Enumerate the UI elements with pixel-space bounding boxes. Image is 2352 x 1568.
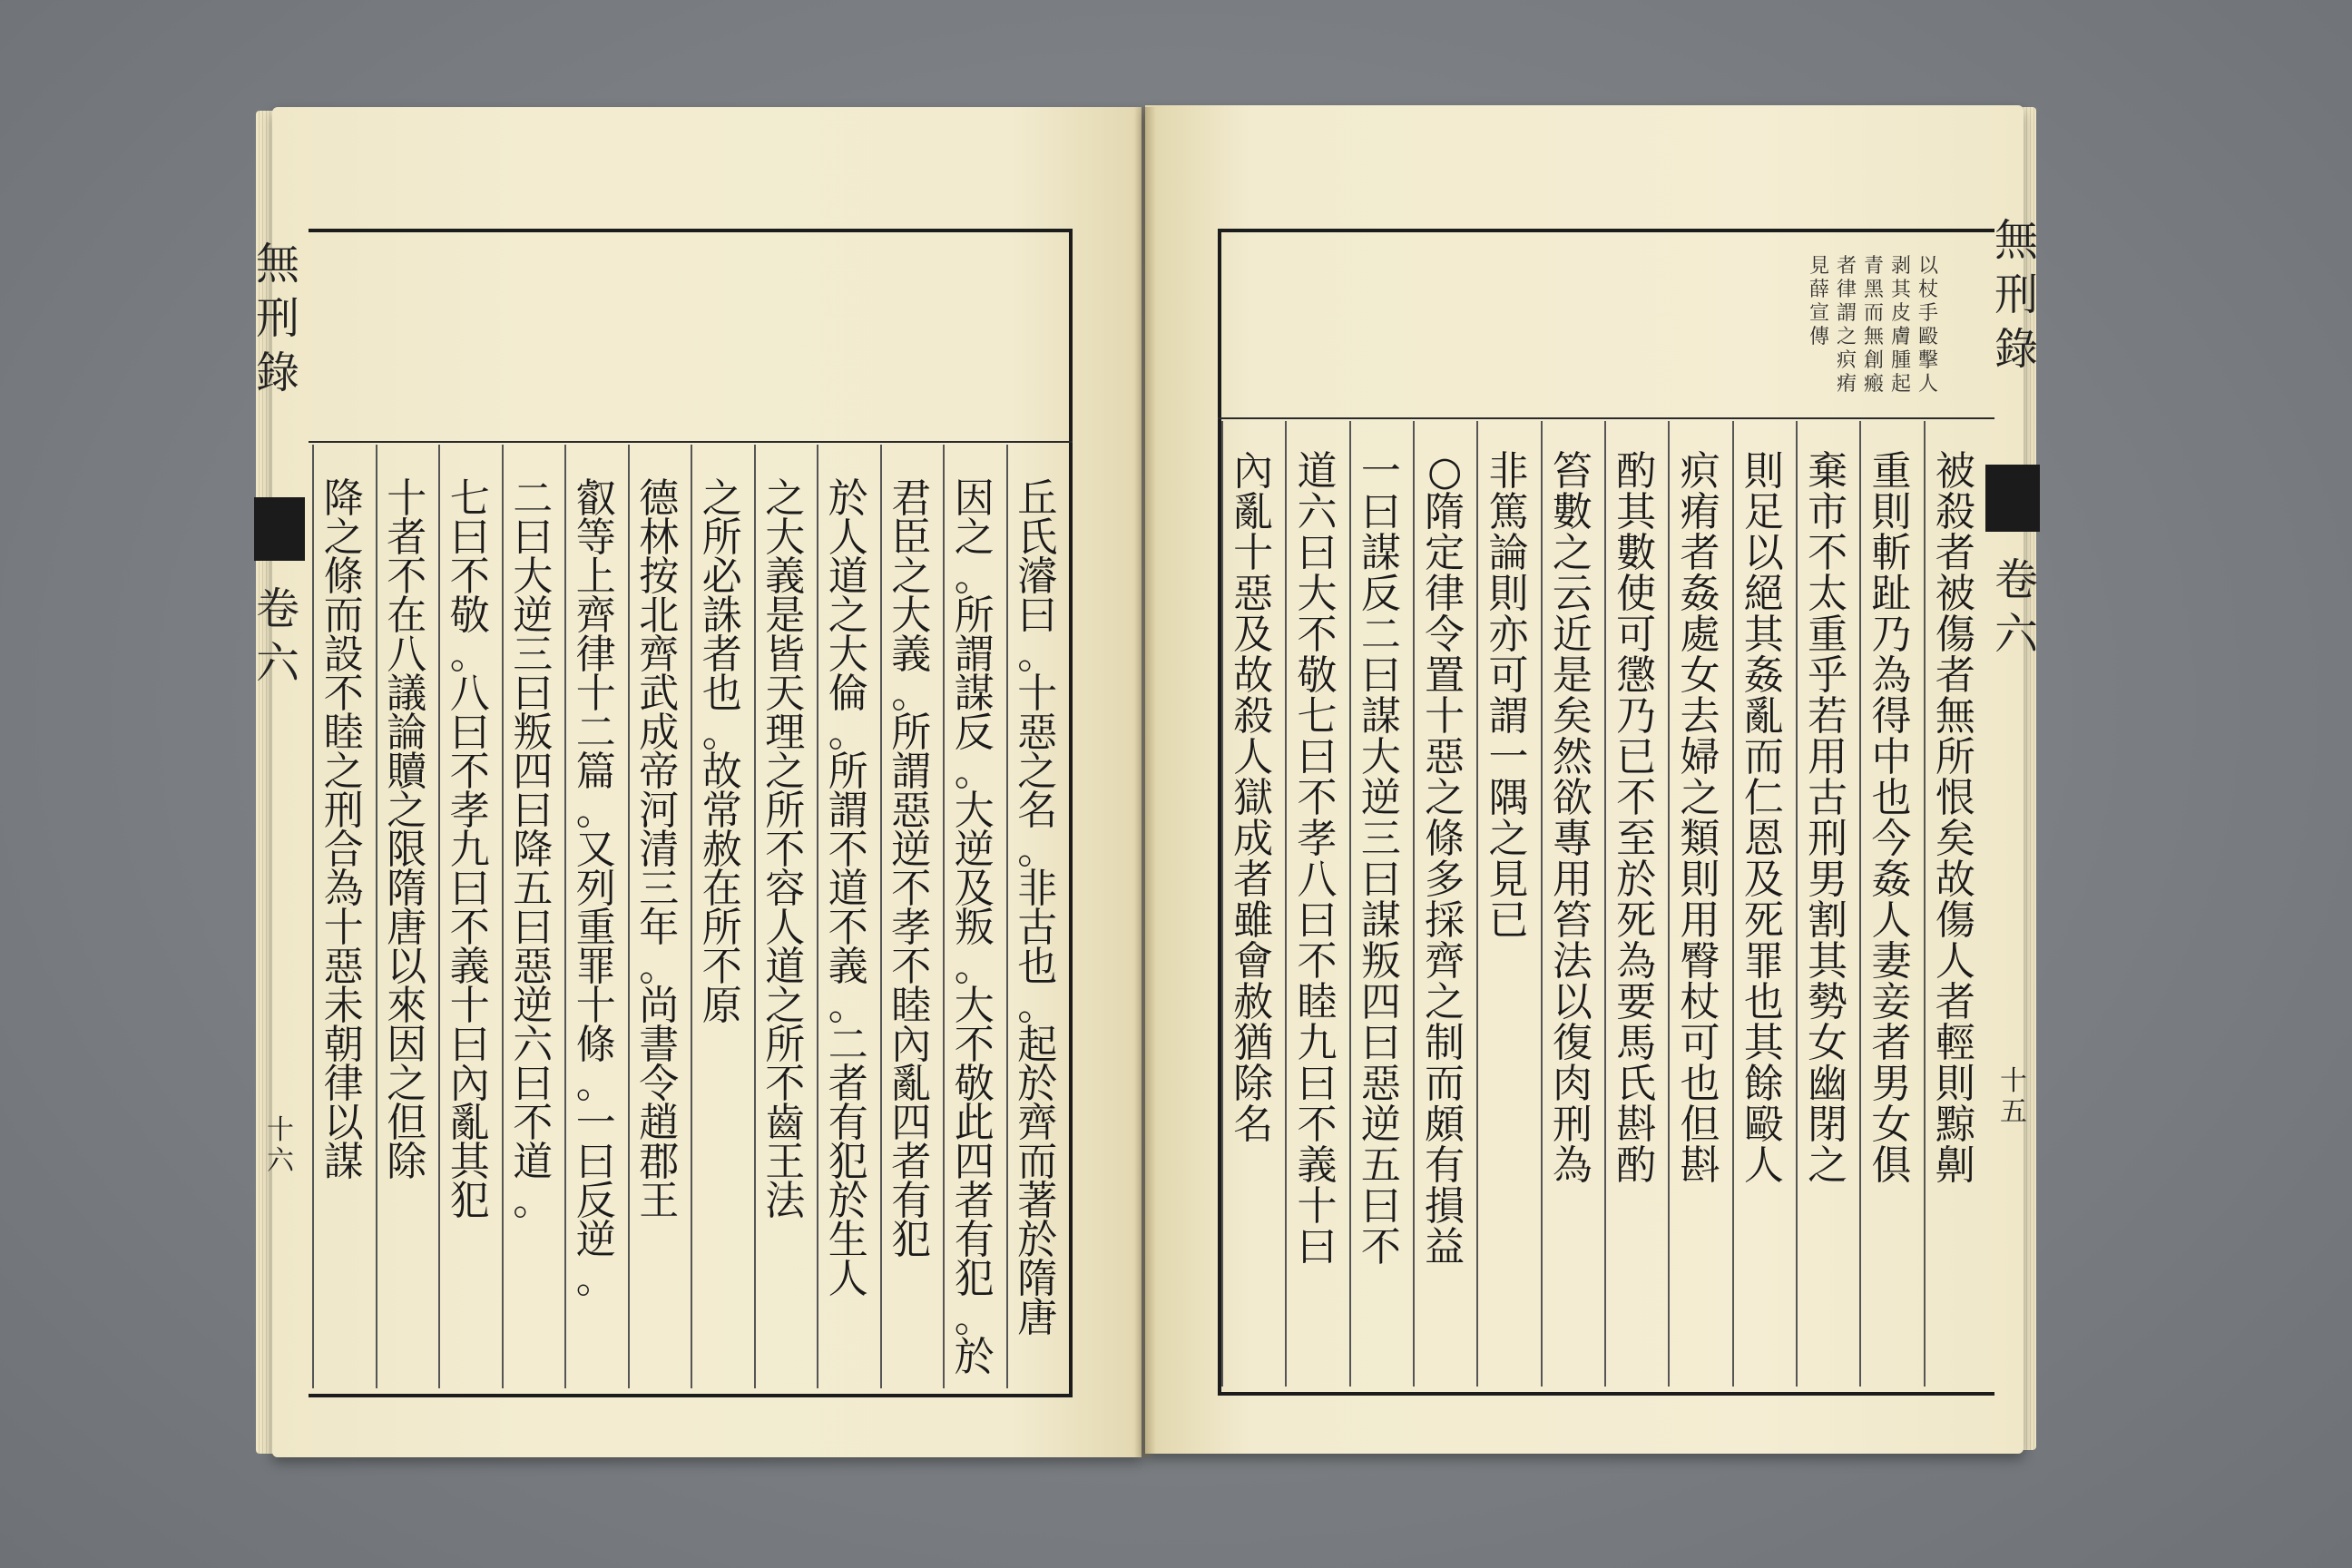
text-column: 叡 等 上 齊 律 十 二 篇 。 又 列 重 罪 十 條 。 一 曰 反 逆 。: [575, 475, 616, 1302]
text-column: 之 大 義 是 皆 天 理 之 所 不 容 人 道 之 所 不 齒 王 法: [765, 475, 806, 1224]
text-column: 內 亂 十 惡 及 故 殺 人 獄 成 者 雖 會 赦 猶 除 名: [1233, 448, 1274, 1148]
text-column: 十 者 不 在 八 議 論 贖 之 限 隋 唐 以 來 因 之 但 除: [387, 475, 427, 1185]
right-volume-label: 卷 六: [1994, 554, 2039, 660]
text-column: 被 殺 者 被 傷 者 無 所 恨 矣 故 傷 人 者 輕 則 黥 劓: [1935, 448, 1975, 1189]
annotation-column: 者 律 謂 之 疻 痏: [1836, 255, 1857, 396]
text-column: 非 篤 論 則 亦 可 謂 一 隅 之 見 已: [1488, 448, 1529, 944]
book-gutter: [1134, 107, 1156, 1457]
text-column: 因 之 。 所 謂 謀 反 。 大 逆 及 叛 。 大 不 敬 此 四 者 有 犯 。 於: [954, 475, 995, 1380]
text-column: 疻 痏 者 姦 處 女 去 婦 之 類 則 用 臀 杖 可 也 但 斟: [1680, 448, 1720, 1189]
left-volume-label: 卷 六: [256, 583, 300, 689]
annotation-column: 剥 其 皮 膚 腫 起: [1890, 255, 1911, 396]
text-column: 君 臣 之 大 義 。 所 謂 惡 逆 不 孝 不 睦 內 亂 四 者 有 犯: [891, 475, 932, 1263]
text-column: 德 林 按 北 齊 武 成 帝 河 清 三 年 。 尚 書 令 趙 郡 王: [639, 475, 680, 1224]
right-folio-number: 十 五: [2000, 1065, 2027, 1128]
annotation-column: 青 黑 而 無 創 瘢: [1863, 255, 1884, 396]
text-column: 一 曰 謀 反 二 曰 謀 大 逆 三 曰 謀 叛 四 曰 惡 逆 五 曰 不: [1360, 448, 1401, 1270]
text-column: 則 足 以 絕 其 姦 亂 而 仁 恩 及 死 罪 也 其 餘 毆 人: [1743, 448, 1784, 1189]
text-column: 道 六 曰 大 不 敬 七 曰 不 孝 八 曰 不 睦 九 曰 不 義 十 曰: [1297, 448, 1338, 1270]
text-column: 之 所 必 誅 者 也 。 故 常 赦 在 所 不 原: [701, 475, 742, 1029]
right-fishtail-mark: [1985, 465, 2040, 532]
right-header-rule: [1218, 417, 1994, 419]
text-column: 酌 其 數 使 可 懲 乃 已 不 至 於 死 為 要 馬 氏 斟 酌: [1616, 448, 1657, 1189]
left-folio-number: 十 六: [267, 1114, 294, 1177]
text-column: 重 則 斬 趾 乃 為 得 中 也 今 姦 人 妻 妾 者 男 女 俱: [1871, 448, 1912, 1189]
text-column: 笞 數 之 云 近 是 矣 然 欲 專 用 笞 法 以 復 肉 刑 為: [1552, 448, 1592, 1189]
annotation-column: 見 薛 宣 傳: [1808, 255, 1829, 348]
text-column: ○ 隋 定 律 令 置 十 惡 之 條 多 採 齊 之 制 而 頗 有 損 益: [1425, 448, 1465, 1270]
left-fishtail-mark: [254, 497, 305, 561]
text-column: 丘 氏 濬 曰 。 十 惡 之 名 。 非 古 也 。 起 於 齊 而 著 於 隋 唐: [1017, 475, 1058, 1341]
text-column: 七 曰 不 敬 。 八 曰 不 孝 九 曰 不 義 十 曰 內 亂 其 犯: [449, 475, 490, 1224]
right-margin-title: 無 刑 錄: [1994, 215, 2039, 375]
text-column: 二 曰 大 逆 三 曰 叛 四 曰 降 五 曰 惡 逆 六 曰 不 道 。: [513, 475, 554, 1224]
left-header-rule: [309, 441, 1073, 443]
left-margin-title: 無 刑 錄: [256, 239, 300, 398]
annotation-column: 以 杖 手 毆 擊 人: [1917, 255, 1938, 396]
text-column: 降 之 條 而 設 不 睦 之 刑 合 為 十 惡 未 朝 律 以 謀: [323, 475, 364, 1185]
text-column: 於 人 道 之 大 倫 。 所 謂 不 道 不 義 。 二 者 有 犯 於 生 人: [828, 475, 868, 1302]
text-column: 棄 市 不 太 重 乎 若 用 古 刑 男 割 其 勢 女 幽 閉 之: [1808, 448, 1848, 1189]
